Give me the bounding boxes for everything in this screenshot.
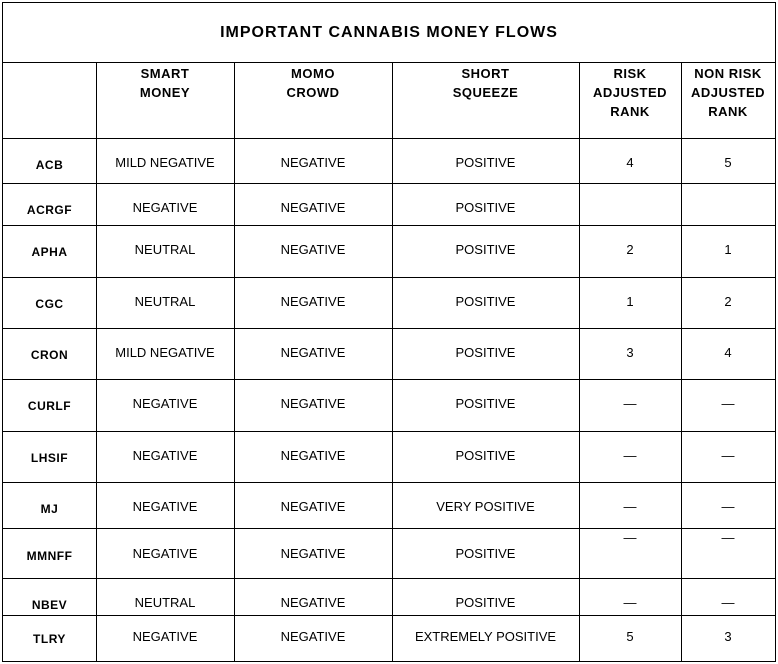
risk-adjusted-rank-cell: 2 — [626, 242, 634, 257]
risk-adjusted-rank-cell: 4 — [626, 155, 634, 170]
header-line: SMART — [140, 66, 190, 81]
ticker-cell: NBEV — [31, 598, 68, 612]
smart-money-cell: NEGATIVE — [132, 396, 198, 411]
risk-adjusted-rank-cell: — — [623, 595, 637, 610]
short-squeeze-cell: POSITIVE — [455, 200, 516, 215]
short-squeeze-cell: VERY POSITIVE — [436, 499, 535, 514]
header-line: MOMO — [291, 66, 335, 81]
momo-crowd-cell: NEGATIVE — [280, 396, 346, 411]
header-non-risk-adjusted-rank — [681, 64, 775, 121]
momo-crowd-cell: NEGATIVE — [280, 345, 346, 360]
momo-crowd-cell: NEGATIVE — [280, 629, 346, 644]
momo-crowd-cell: NEGATIVE — [280, 294, 346, 309]
ticker-cell: TLRY — [33, 632, 66, 646]
short-squeeze-cell: POSITIVE — [455, 546, 516, 561]
smart-money-cell: NEGATIVE — [132, 499, 198, 514]
momo-crowd-cell: NEGATIVE — [280, 200, 346, 215]
ticker-cell: CGC — [35, 297, 64, 311]
column-divider — [579, 63, 580, 661]
header-short-squeeze — [392, 64, 579, 102]
short-squeeze-cell: POSITIVE — [455, 448, 516, 463]
column-divider — [392, 63, 393, 661]
column-divider — [96, 63, 97, 661]
table-title: IMPORTANT CANNABIS MONEY FLOWS — [3, 3, 775, 63]
row-divider — [3, 379, 775, 380]
smart-money-cell: NEGATIVE — [132, 200, 198, 215]
ticker-cell: ACB — [35, 158, 64, 172]
ticker-cell: APHA — [31, 245, 68, 259]
column-divider — [234, 63, 235, 661]
risk-adjusted-rank-cell: 5 — [626, 629, 634, 644]
row-divider — [3, 225, 775, 226]
header-line: MONEY — [139, 85, 191, 100]
non-risk-adjusted-rank-cell: — — [721, 396, 735, 411]
header-line: ADJUSTED — [690, 85, 766, 100]
risk-adjusted-rank-cell: — — [623, 530, 637, 545]
non-risk-adjusted-rank-cell: 5 — [724, 155, 732, 170]
non-risk-adjusted-rank-cell: — — [721, 530, 735, 545]
row-divider — [3, 431, 775, 432]
risk-adjusted-rank-cell: — — [623, 448, 637, 463]
smart-money-cell: NEUTRAL — [134, 595, 196, 610]
momo-crowd-cell: NEGATIVE — [280, 546, 346, 561]
ticker-cell: MJ — [40, 502, 59, 516]
short-squeeze-cell: POSITIVE — [455, 345, 516, 360]
smart-money-cell: NEGATIVE — [132, 629, 198, 644]
non-risk-adjusted-rank-cell: 1 — [724, 242, 732, 257]
row-divider — [3, 183, 775, 184]
column-divider — [681, 63, 682, 661]
smart-money-cell: NEUTRAL — [134, 242, 196, 257]
ticker-cell: LHSIF — [30, 451, 69, 465]
non-risk-adjusted-rank-cell: — — [721, 499, 735, 514]
momo-crowd-cell: NEGATIVE — [280, 499, 346, 514]
header-line: SQUEEZE — [452, 85, 519, 100]
header-smart-money — [96, 64, 234, 102]
momo-crowd-cell: NEGATIVE — [280, 242, 346, 257]
short-squeeze-cell: POSITIVE — [455, 595, 516, 610]
money-flows-table — [2, 2, 776, 662]
header-risk-adjusted-rank — [579, 64, 681, 121]
risk-adjusted-rank-cell: 1 — [626, 294, 634, 309]
non-risk-adjusted-rank-cell: — — [721, 595, 735, 610]
risk-adjusted-rank-cell: — — [623, 499, 637, 514]
header-line: RANK — [708, 104, 748, 119]
risk-adjusted-rank-cell: 3 — [626, 345, 634, 360]
momo-crowd-cell: NEGATIVE — [280, 595, 346, 610]
row-divider — [3, 138, 775, 139]
ticker-cell: CRON — [30, 348, 69, 362]
ticker-cell: MMNFF — [26, 549, 73, 563]
header-line: NON RISK — [694, 66, 762, 81]
header-line: RANK — [610, 104, 650, 119]
non-risk-adjusted-rank-cell: 2 — [724, 294, 732, 309]
header-line: SHORT — [461, 66, 510, 81]
header-line: ADJUSTED — [592, 85, 668, 100]
non-risk-adjusted-rank-cell: 3 — [724, 629, 732, 644]
smart-money-cell: MILD NEGATIVE — [115, 155, 215, 170]
ticker-cell: CURLF — [27, 399, 72, 413]
short-squeeze-cell: POSITIVE — [455, 242, 516, 257]
row-divider — [3, 578, 775, 579]
short-squeeze-cell: POSITIVE — [455, 155, 516, 170]
smart-money-cell: NEUTRAL — [134, 294, 196, 309]
row-divider — [3, 482, 775, 483]
row-divider — [3, 277, 775, 278]
short-squeeze-cell: EXTREMELY POSITIVE — [414, 629, 557, 644]
momo-crowd-cell: NEGATIVE — [280, 448, 346, 463]
row-divider — [3, 528, 775, 529]
header-line: CROWD — [286, 85, 340, 100]
risk-adjusted-rank-cell: — — [623, 396, 637, 411]
header-momo-crowd — [234, 64, 392, 102]
short-squeeze-cell: POSITIVE — [455, 396, 516, 411]
non-risk-adjusted-rank-cell: — — [721, 448, 735, 463]
ticker-cell: ACRGF — [26, 203, 73, 217]
row-divider — [3, 615, 775, 616]
row-divider — [3, 328, 775, 329]
non-risk-adjusted-rank-cell: 4 — [724, 345, 732, 360]
smart-money-cell: MILD NEGATIVE — [115, 345, 215, 360]
smart-money-cell: NEGATIVE — [132, 546, 198, 561]
short-squeeze-cell: POSITIVE — [455, 294, 516, 309]
header-line: RISK — [613, 66, 647, 81]
smart-money-cell: NEGATIVE — [132, 448, 198, 463]
momo-crowd-cell: NEGATIVE — [280, 155, 346, 170]
